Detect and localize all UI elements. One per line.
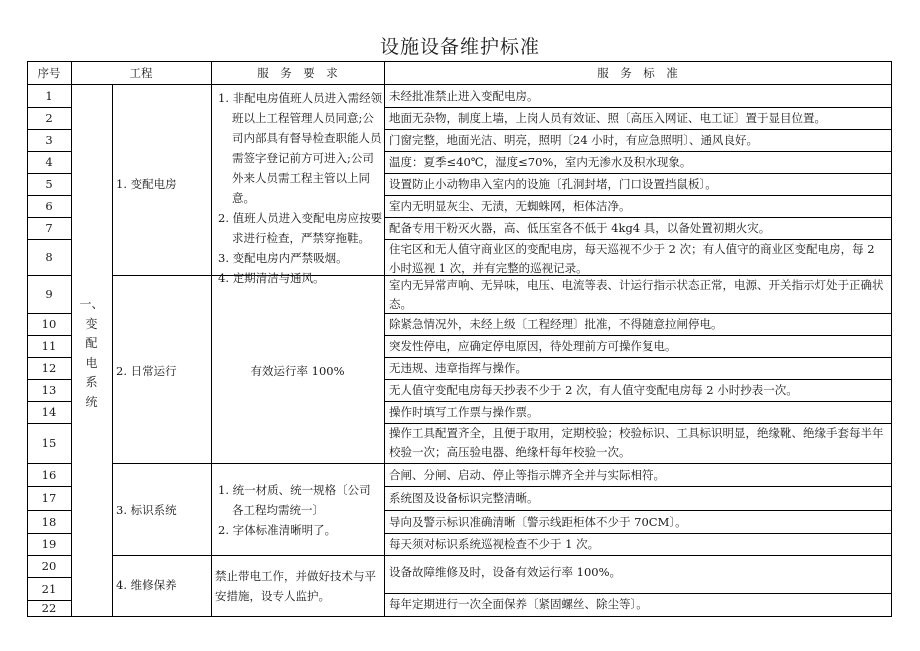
row-number: 14 — [41, 405, 57, 419]
header-no: 序号 — [37, 66, 61, 80]
section-name-maintenance: 4. 维修保养 — [116, 578, 177, 592]
row-number: 5 — [45, 177, 53, 191]
document-title: 设施设备维护标准 — [379, 36, 540, 58]
row-number: 1 — [45, 89, 53, 103]
row-standard: 设备故障维修及时，设备有效运行率 100%。 — [389, 565, 622, 579]
col-border-system — [112, 84, 113, 616]
requirements-substation — [213, 88, 383, 288]
row-number: 4 — [45, 155, 53, 169]
row-standard: 地面无杂物，制度上墙，上岗人员有效证、照〔高压入网证、电工证〕置于显目位置。 — [389, 111, 826, 125]
row-standard: 住宅区和无人值守商业区的变配电房，每天巡视不少于 2 次；有人值守的商业区变配电房，每 2 小时巡视 1 次，并有完整的巡视记录。 — [389, 242, 875, 275]
row-standard: 导向及警示标识准确清晰〔警示线距柜体不少于 70CM〕。 — [389, 515, 687, 529]
row-standard: 室内无明显灰尘、无渍，无蜘蛛网，柜体洁净。 — [389, 199, 631, 213]
section-divider — [112, 463, 384, 464]
row-standard: 每天须对标识系统巡视检查不少于 1 次。 — [389, 537, 600, 551]
requirements-signage — [213, 480, 381, 540]
row-number: 16 — [41, 468, 57, 482]
row-number: 21 — [41, 582, 57, 596]
col-border-project — [211, 61, 212, 616]
maintenance-standards-table — [27, 61, 891, 617]
requirement-daily-operation: 有效运行率 100% — [250, 364, 345, 378]
row-number: 12 — [41, 361, 57, 375]
row-number: 11 — [41, 339, 57, 353]
row-number: 10 — [41, 317, 57, 331]
row-standard: 合闸、分闸、启动、停止等指示牌齐全并与实际相符。 — [389, 468, 665, 482]
table-bottom-border — [27, 616, 892, 617]
row-number: 19 — [41, 537, 57, 551]
row-number: 2 — [45, 111, 53, 125]
row-number: 15 — [41, 436, 57, 450]
header-requirement: 服 务 要 求 — [257, 66, 338, 80]
requirement-item: 禁止带电工作，并做好技术与平安措施，设专人监护。 — [215, 569, 376, 603]
row-standard: 门窗完整，地面光洁、明亮，照明〔24 小时，有应急照明〕、通风良好。 — [389, 133, 759, 147]
row-standard: 系统图及设备标识完整清晰。 — [389, 491, 539, 505]
requirement-item: 2. 值班人员进入变配电房应按要求进行检查，严禁穿拖鞋。 — [218, 211, 383, 245]
row-number: 6 — [45, 199, 53, 213]
system-name-char: 电 — [85, 355, 98, 370]
row-number: 20 — [41, 559, 57, 573]
row-standard: 温度：夏季≤40℃，湿度≤70%，室内无渗水及积水现象。 — [389, 155, 692, 169]
requirement-item: 4. 定期清洁与通风。 — [218, 271, 325, 285]
row-standard: 操作时填写工作票与操作票。 — [389, 405, 539, 419]
header-project: 工程 — [129, 66, 153, 80]
row-number: 13 — [41, 383, 57, 397]
requirement-item: 1. 非配电房值班人员进入需经领班以上工程管理人员同意;公司内部具有督导检查职能人员需签字登记前方可进入;公司外来人员需工程主管以上同意。 — [218, 91, 383, 205]
section-divider — [112, 555, 384, 556]
section-name-signage: 3. 标识系统 — [116, 503, 177, 517]
row-standard: 室内无异常声响、无异味，电压、电流等表、计运行指示状态正常，电源、开关指示灯处于正确状态。 — [389, 278, 884, 311]
system-name-char: 配 — [85, 336, 98, 350]
section-name-substation: 1. 变配电房 — [116, 177, 177, 191]
row-standard: 突发性停电，应确定停电原因，待处理前方可操作复电。 — [389, 339, 677, 353]
header-standard: 服 务 标 准 — [597, 66, 678, 80]
row-standard: 设置防止小动物串入室内的设施〔孔洞封堵，门口设置挡鼠板〕。 — [389, 177, 717, 191]
system-name-char: 系 — [85, 375, 98, 389]
system-name — [71, 295, 112, 412]
row-number: 22 — [41, 601, 57, 615]
requirement-item: 2. 字体标准清晰明了。 — [218, 523, 337, 537]
requirements-maintenance — [215, 566, 381, 606]
row-standard: 除紧急情况外，未经上级〔工程经理〕批准，不得随意拉闸停电。 — [389, 317, 723, 331]
row-standard: 无人值守变配电房每天抄表不少于 2 次，有人值守变配电房每 2 小时抄表一次。 — [389, 383, 798, 397]
col-border-right — [891, 61, 892, 617]
row-number: 7 — [45, 221, 53, 235]
row-number: 17 — [41, 491, 57, 505]
row-standard: 每年定期进行一次全面保养〔紧固螺丝、除尘等〕。 — [389, 597, 648, 611]
row-number: 3 — [45, 133, 53, 147]
row-standard: 无违规、违章指挥与操作。 — [389, 361, 527, 375]
row-standard: 操作工具配置齐全，且便于取用，定期校验；校验标识、工具标识明显，绝缘靴、绝缘手套每半年校验一次；高压验电器、绝缘杆每年校验一次。 — [389, 426, 884, 459]
row-number: 9 — [45, 287, 53, 301]
requirement-item: 1. 统一材质、统一规格〔公司各工程均需统一〕 — [218, 483, 371, 517]
row-standard: 未经批准禁止进入变配电房。 — [389, 89, 539, 103]
system-name-char: 统 — [85, 394, 98, 409]
system-name-char: 一、 — [79, 297, 104, 311]
row-number: 8 — [45, 250, 53, 264]
row-number: 18 — [41, 515, 57, 529]
section-name-daily-operation: 2. 日常运行 — [116, 364, 177, 378]
system-name-char: 变 — [85, 316, 98, 331]
row-standard: 配备专用干粉灭火器，高、低压室各不低于 4kg4 具，以备处置初期火灾。 — [389, 221, 771, 235]
requirement-item: 3. 变配电房内严禁吸烟。 — [218, 251, 348, 265]
